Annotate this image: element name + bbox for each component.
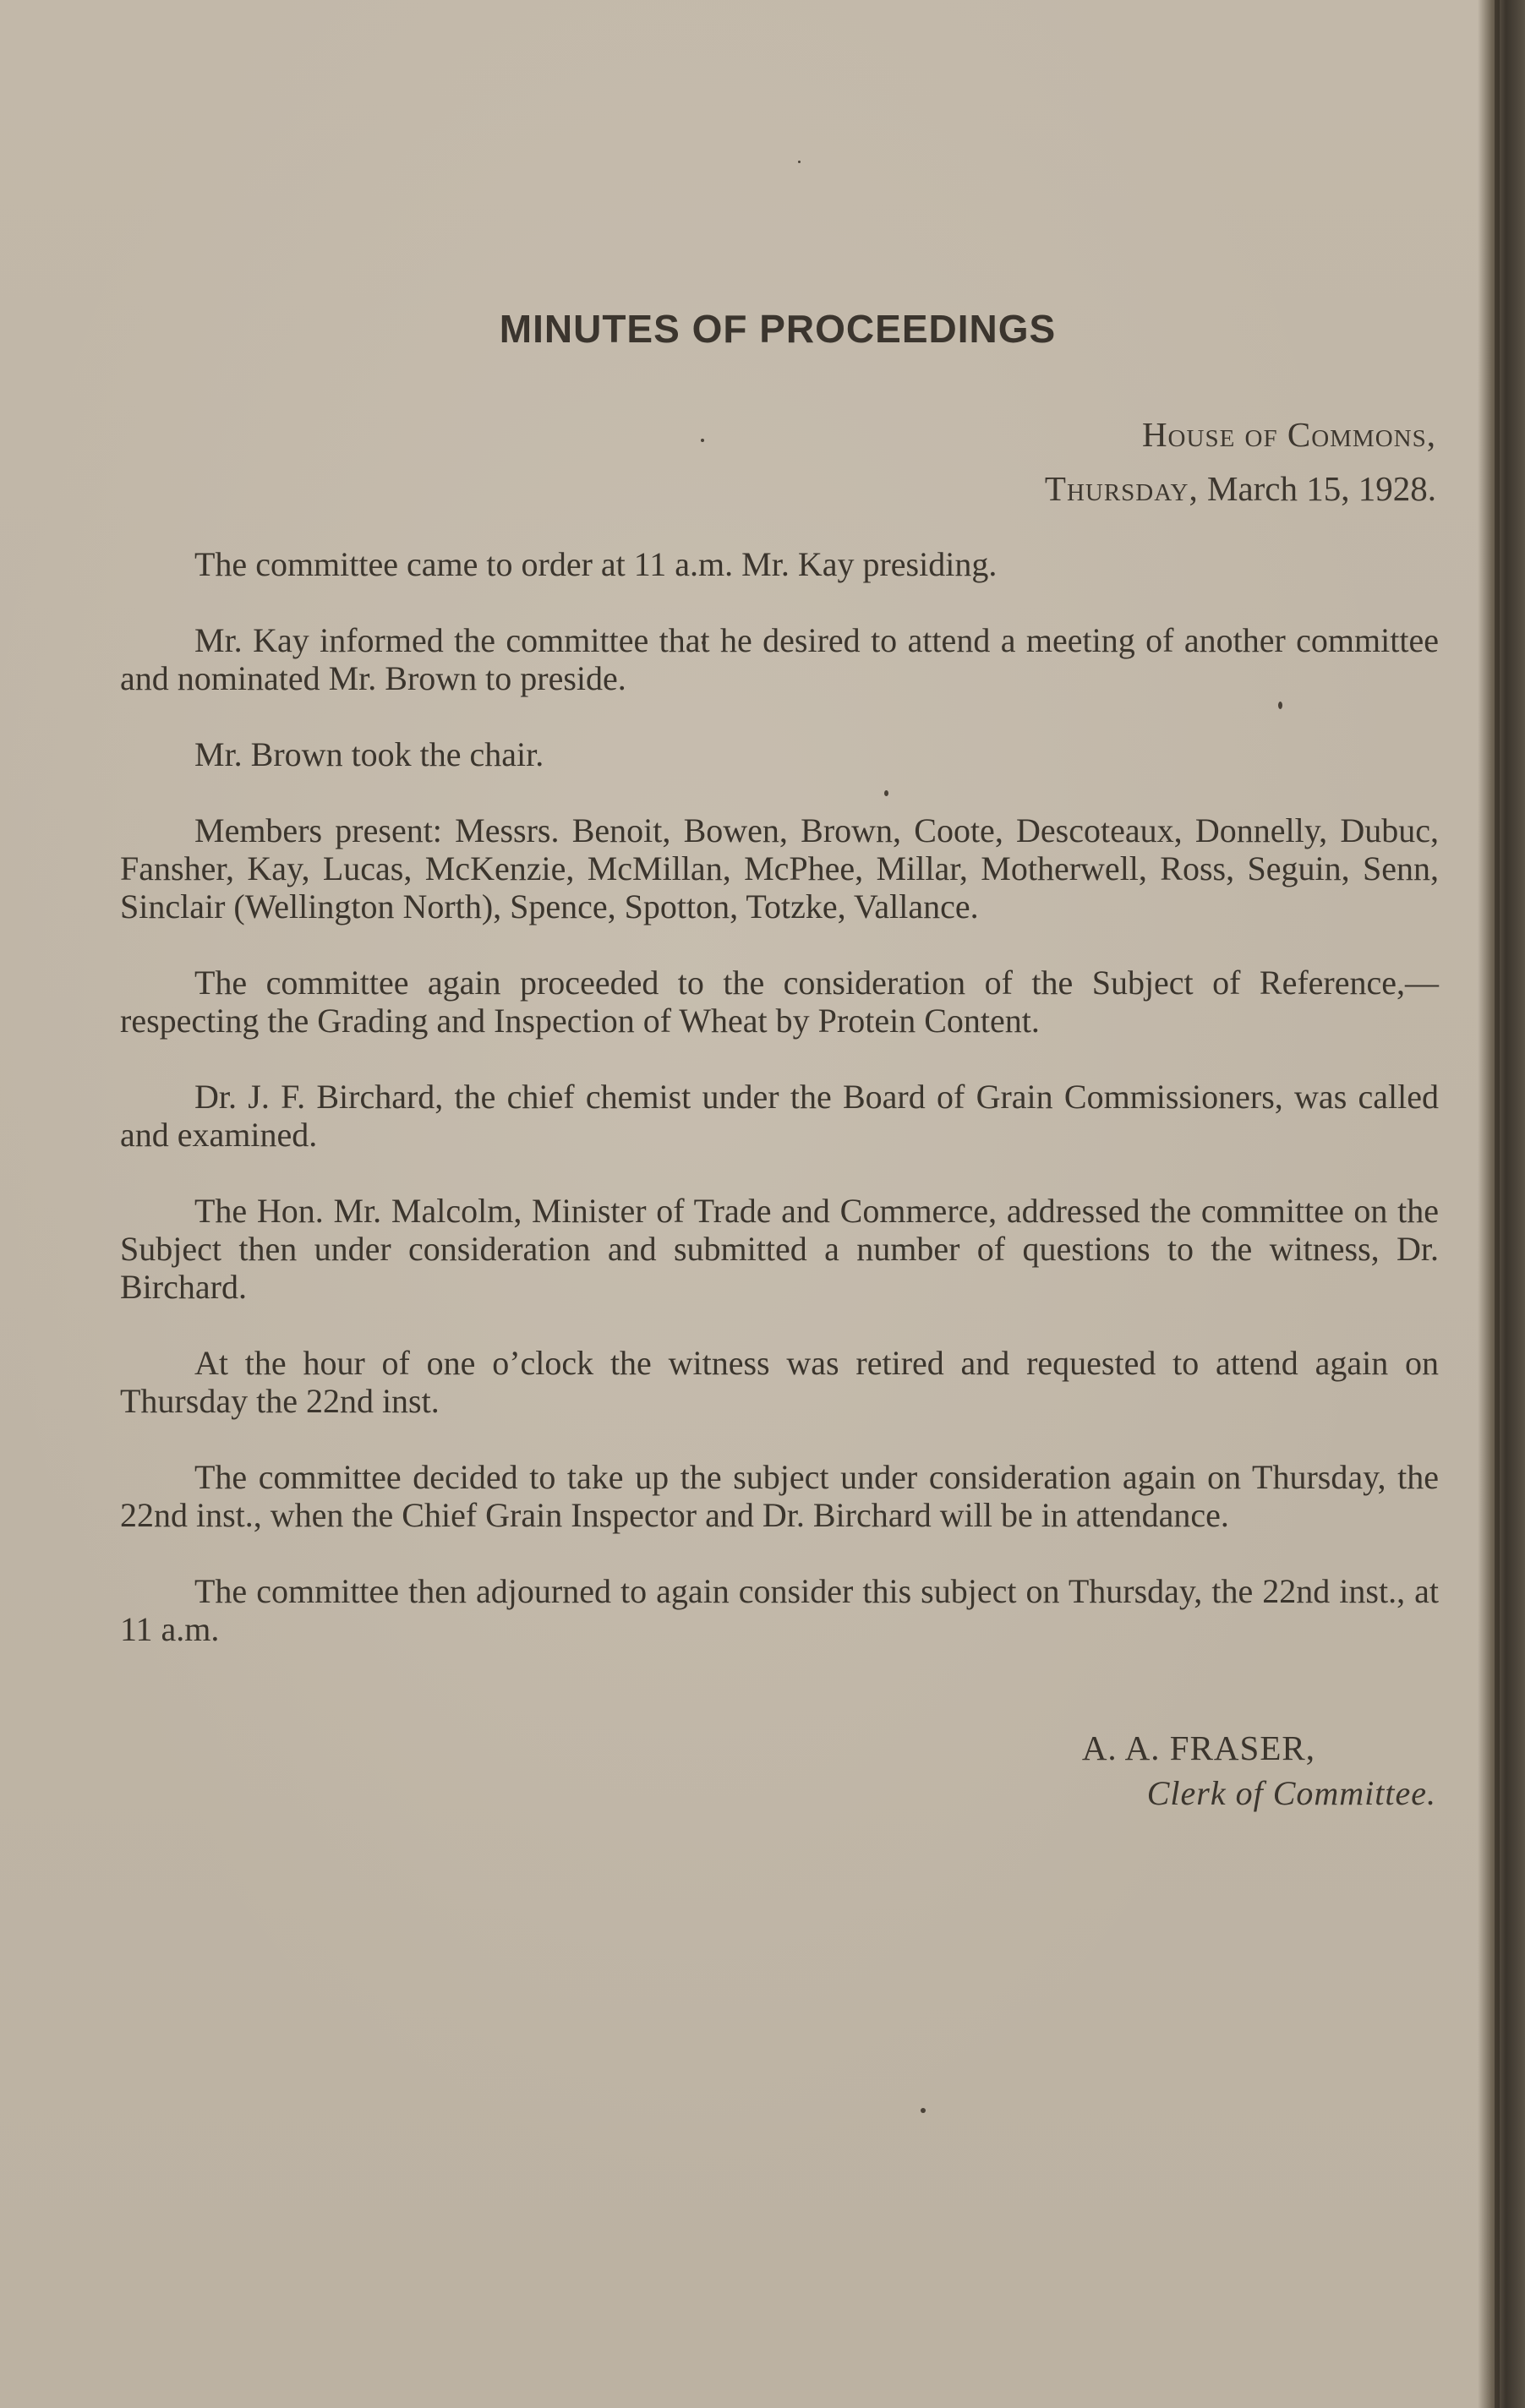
minutes-body [120, 545, 1439, 1686]
page-title: MINUTES OF PROCEEDINGS [499, 307, 1057, 351]
paragraph-members-present: Members present: Messrs. Benoit, Bowen, Brown, Coote, Descoteaux, Donnelly, Dubuc, Fansher, Kay, Lucas, McKenzie, McMillan, McPhee, Millar, Motherwell, Ross, Seguin, Senn, Sinclair (Wellington North), Spence, Spotton, Totzke, Vallance. [120, 811, 1439, 926]
paragraph-witness-retired: At the hour of one o’clock the witness was retired and requested to attend again on Thursday the 22nd inst. [120, 1344, 1439, 1420]
paragraph-next-meeting: The committee decided to take up the subject under consideration again on Thursday, the 22nd inst., when the Chief Grain Inspector and Dr. Birchard will be in attendance. [120, 1458, 1439, 1534]
paragraph-adjournment: The committee then adjourned to again consider this subject on Thursday, the 22nd inst., at 11 a.m. [120, 1572, 1439, 1648]
paper-speck [701, 439, 704, 442]
page-binding-edge [1478, 0, 1525, 2408]
signature-name: A. A. FRASER, [1081, 1728, 1315, 1767]
paragraph-minister-address: The Hon. Mr. Malcolm, Minister of Trade and Commerce, addressed the committee on the Subject then under consideration and submitted a number of questions to the witness, Dr. Birchard. [120, 1192, 1439, 1306]
binding-shadow-line [1495, 0, 1500, 2408]
dateline-date: March 15, 1928. [1206, 469, 1436, 508]
paragraph-call-to-order: The committee came to order at 11 a.m. Mr. Kay presiding. [194, 545, 998, 583]
paragraph-chair-taken: Mr. Brown took the chair. [194, 735, 544, 773]
paper-speck [798, 161, 801, 163]
dateline-date-line [1045, 468, 1436, 509]
paragraph-subject-of-reference: The committee again proceeded to the consideration of the Subject of Reference,—respecting the Grading and Inspection of Wheat by Protein Content. [120, 964, 1439, 1040]
dateline-place: House of Commons, [1141, 415, 1436, 454]
signature-title: Clerk of Committee. [1146, 1774, 1436, 1812]
paragraph-chair-nomination: Mr. Kay informed the committee that he desired to attend a meeting of another committee and nominated Mr. Brown to preside. [120, 621, 1439, 697]
paper-speck [921, 2108, 926, 2113]
paragraph-witness-called: Dr. J. F. Birchard, the chief chemist under the Board of Grain Commissioners, was called and examined. [120, 1078, 1439, 1154]
dateline-day: Thursday, [1044, 469, 1199, 508]
